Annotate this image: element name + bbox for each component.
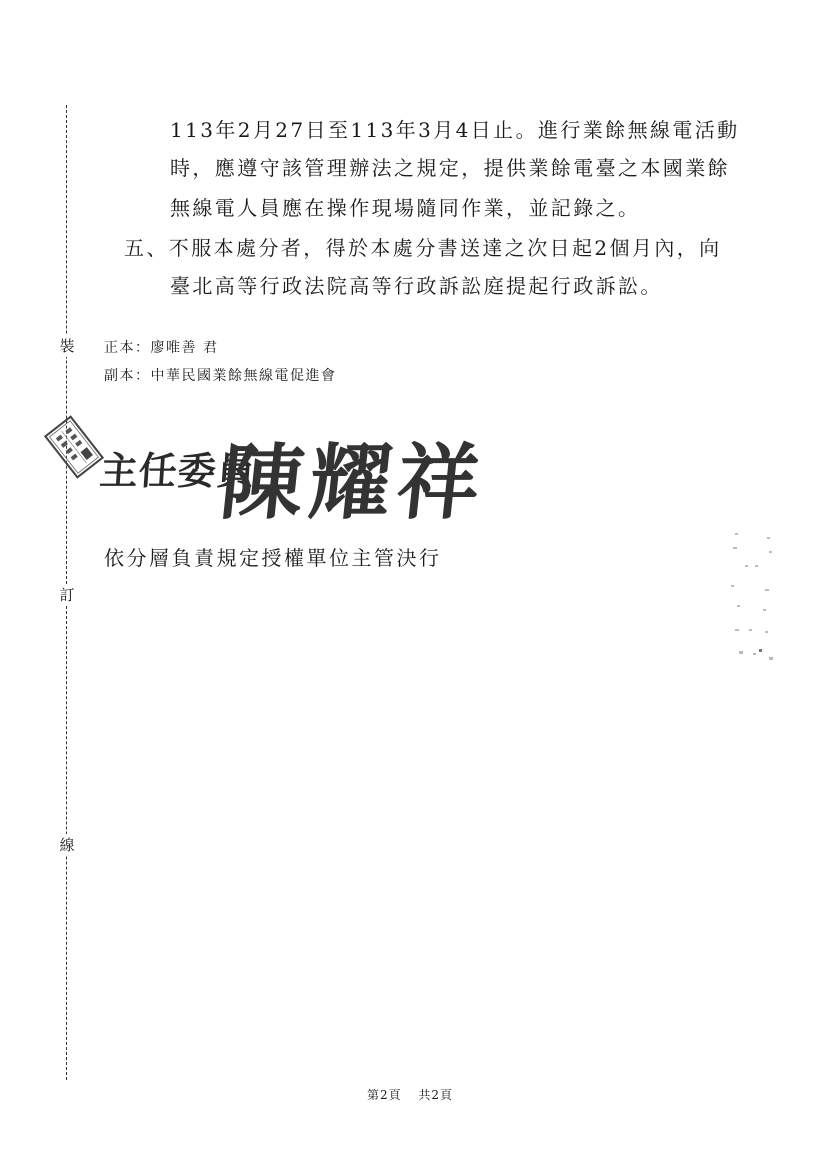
- binding-mark-ding: 訂: [57, 584, 77, 606]
- body-line-4: 五、不服本處分者，得於本處分書送達之次日起2個月內，向: [124, 236, 722, 260]
- signatory-name: 陳耀祥: [216, 435, 491, 531]
- body-line-5: 臺北高等行政法院高等行政訴訟庭提起行政訴訟。: [170, 274, 663, 298]
- body-line-2: 時，應遵守該管理辦法之規定，提供業餘電臺之本國業餘: [170, 156, 730, 180]
- page-total: 共2頁: [418, 1088, 454, 1102]
- body-line-1: 113年2月27日至113年3月4日止。進行業餘無線電活動: [170, 118, 740, 142]
- binding-mark-xian: 線: [57, 834, 77, 856]
- scan-noise-specks: [725, 525, 785, 675]
- body-line-3: 無線電人員應在操作現場隨同作業，並記錄之。: [170, 196, 641, 220]
- official-seal-stamp: [44, 415, 104, 479]
- delegated-authority-note: 依分層負責規定授權單位主管決行: [104, 546, 442, 570]
- page-footer: [0, 1086, 820, 1103]
- page-number: 第2頁: [366, 1088, 402, 1102]
- original-recipient: 正本：廖唯善 君: [104, 340, 219, 356]
- binding-mark-zhuang: 裝: [57, 335, 77, 357]
- copy-recipient: 副本：中華民國業餘無線電促進會: [104, 368, 337, 384]
- signatory-title: 主任委員: [98, 448, 258, 493]
